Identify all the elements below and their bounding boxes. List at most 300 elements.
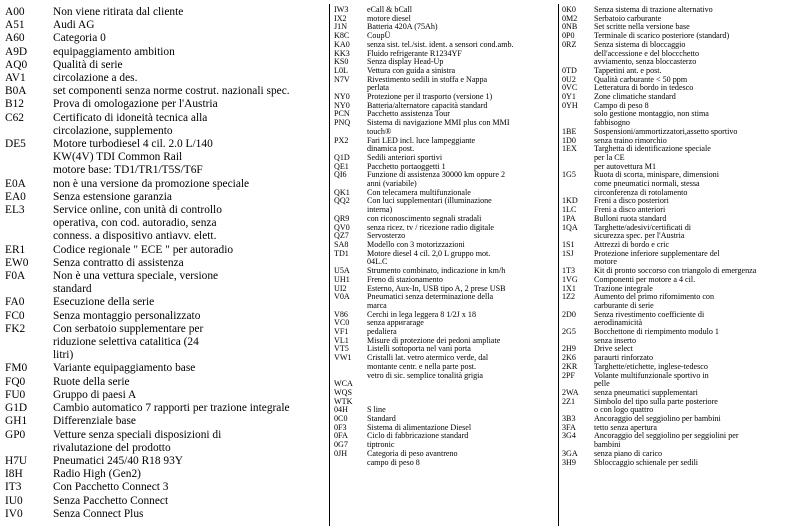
description-line: rivalutazione del prodotto xyxy=(53,441,171,454)
description-line: Simbolo del tipo sulla parte posteriore xyxy=(594,396,718,406)
equipment-description xyxy=(594,102,800,128)
description-line: Senza Pacchetto Connect xyxy=(53,494,169,507)
equipment-code: I8H xyxy=(5,468,23,481)
equipment-code: IT3 xyxy=(5,481,22,494)
description-line xyxy=(367,380,557,389)
equipment-code: VW1 xyxy=(334,353,352,363)
equipment-code: QE1 xyxy=(334,161,349,171)
equipment-description xyxy=(53,85,328,98)
equipment-row xyxy=(0,204,328,244)
equipment-row xyxy=(331,432,557,441)
equipment-row xyxy=(0,98,328,111)
equipment-code: 0F3 xyxy=(334,422,347,432)
equipment-description xyxy=(53,270,328,296)
equipment-row xyxy=(560,311,800,328)
equipment-code: A9D xyxy=(5,45,28,58)
column-1 xyxy=(0,0,328,530)
description-line: per autovettura M1 xyxy=(594,161,657,171)
equipment-code: IV0 xyxy=(5,507,23,520)
description-line: Vettura con guida a sinistra xyxy=(367,65,456,75)
description-line: Attrezzi di bordo e cric xyxy=(594,239,670,249)
description-line: perlata xyxy=(367,83,390,93)
equipment-code: FM0 xyxy=(5,362,28,375)
equipment-description xyxy=(53,455,328,468)
equipment-code: VT5 xyxy=(334,344,349,354)
equipment-code: 0NB xyxy=(562,22,578,32)
equipment-row xyxy=(331,137,557,154)
description-line: Audi AG xyxy=(53,19,95,32)
description-line: circonferenza di rotolamento xyxy=(594,187,688,197)
description-line: paraurti rinforzato xyxy=(594,353,654,363)
description-line: circolazione a des. xyxy=(53,72,138,85)
description-line: Freni a disco posteriori xyxy=(594,196,669,206)
description-line: dinamica post. xyxy=(367,144,415,154)
equipment-code: 1X1 xyxy=(562,283,576,293)
description-line: Batteria 420A (75Ah) xyxy=(367,22,438,32)
equipment-code: A51 xyxy=(5,19,25,32)
description-line: Categoria 0 xyxy=(53,32,106,45)
equipment-code: V86 xyxy=(334,309,348,319)
description-line xyxy=(367,398,557,407)
description-line: Campo di peso 8 xyxy=(594,100,649,110)
description-line: senza inserto xyxy=(594,335,637,345)
equipment-row xyxy=(331,406,557,415)
equipment-description xyxy=(367,389,557,398)
equipment-code: 1PA xyxy=(562,213,576,223)
description-line: sicurezza spec. per l'Austria xyxy=(594,231,685,241)
equipment-row xyxy=(0,389,328,402)
description-line: riduzione selettiva catalitica (24 xyxy=(53,336,199,349)
equipment-code: N7V xyxy=(334,74,350,84)
equipment-row xyxy=(0,323,328,363)
description-line: Pneumatici senza determinazione della xyxy=(367,292,494,302)
description-line: vetro di sic. semplice tonalità grigia xyxy=(367,370,483,380)
equipment-row xyxy=(0,191,328,204)
equipment-code: QV0 xyxy=(334,222,350,232)
equipment-description xyxy=(53,244,328,257)
equipment-code: EA0 xyxy=(5,190,26,203)
equipment-code: FC0 xyxy=(5,309,25,322)
equipment-row xyxy=(0,270,328,296)
equipment-description xyxy=(367,197,557,214)
equipment-code: 04H xyxy=(334,405,348,415)
description-line: Differenziale base xyxy=(53,415,136,428)
description-line: Ancoraggio del seggiolino per bambini xyxy=(594,414,721,424)
equipment-row xyxy=(560,398,800,415)
description-line: Motore diesel 4 cil. 2,0 L gruppo mot. xyxy=(367,248,491,258)
equipment-description xyxy=(594,311,800,328)
description-line xyxy=(367,389,557,398)
description-line: Bocchettone di riempimento modulo 1 xyxy=(594,327,719,337)
equipment-row xyxy=(331,319,557,328)
equipment-code: A00 xyxy=(5,6,25,18)
description-line: Batteria/alternatore capacità standard xyxy=(367,100,488,110)
equipment-description xyxy=(594,398,800,415)
description-line: Targhette/etichette, inglese-tedesco xyxy=(594,361,708,371)
equipment-code: PX2 xyxy=(334,135,349,145)
description-line: senza sist. tel./sist. ident. a sensori cond.amb. xyxy=(367,39,514,49)
equipment-code: 1T3 xyxy=(562,266,576,276)
equipment-description xyxy=(53,6,328,19)
description-line: senza piano di carico xyxy=(594,448,663,458)
description-line: aerodinamicità xyxy=(594,318,643,328)
description-line: senza apригarage xyxy=(367,318,424,328)
equipment-row xyxy=(331,293,557,310)
equipment-code: IU0 xyxy=(5,494,23,507)
description-line: Senza Connect Plus xyxy=(53,507,144,520)
description-line: Ancoraggio del seggiolino per seggiolini per xyxy=(594,431,739,441)
description-line: o con logo quattro xyxy=(594,405,654,415)
equipment-code: 0Y1 xyxy=(562,92,576,102)
equipment-code: F0A xyxy=(5,270,26,283)
description-line: Motore turbodiesel 4 cil. 2.0 L/140 xyxy=(53,138,213,151)
equipment-description xyxy=(367,137,557,154)
equipment-code: 1D0 xyxy=(562,135,576,145)
equipment-description xyxy=(53,508,328,521)
equipment-code: G1D xyxy=(5,402,28,415)
description-line: Volante multifunzionale sportivo in xyxy=(594,370,709,380)
description-line: Modello con 3 motorizzazioni xyxy=(367,239,465,249)
description-line: Protezione inferiore supplementare del xyxy=(594,248,720,258)
equipment-code: L0L xyxy=(334,65,348,75)
description-line: Senza montaggio personalizzato xyxy=(53,309,201,322)
description-line: Funzione di assistenza 30000 km oppure 2 xyxy=(367,170,506,180)
description-line: Letteratura di bordo in tedesco xyxy=(594,83,694,93)
equipment-row xyxy=(0,468,328,481)
equipment-description xyxy=(53,178,328,191)
equipment-code: 2G5 xyxy=(562,327,576,337)
equipment-code: QK1 xyxy=(334,187,350,197)
equipment-code: 2K6 xyxy=(562,353,576,363)
column-divider xyxy=(558,4,559,526)
description-line: Senza display Head-Up xyxy=(367,57,444,67)
equipment-row xyxy=(331,354,557,380)
description-line: Cristalli lat. vetro atermico verde, dal xyxy=(367,353,489,363)
description-line: Rivestimento sedili in stoffa e Nappa xyxy=(367,74,488,84)
equipment-description xyxy=(367,250,557,267)
equipment-description xyxy=(594,328,800,345)
equipment-row xyxy=(0,112,328,138)
equipment-row xyxy=(0,481,328,494)
equipment-code: KA0 xyxy=(334,39,350,49)
equipment-code: AV1 xyxy=(5,72,26,85)
equipment-code: Q1D xyxy=(334,152,350,162)
equipment-description xyxy=(53,468,328,481)
description-line: tetto senza apertura xyxy=(594,422,657,432)
description-line: standard xyxy=(53,283,92,296)
equipment-row xyxy=(331,76,557,93)
equipment-row xyxy=(0,402,328,415)
equipment-row xyxy=(0,138,328,178)
description-line: carburante di serie xyxy=(594,300,654,310)
equipment-row xyxy=(331,267,557,276)
description-line: Sospensioni/ammortizzatori,assetto sportivo xyxy=(594,126,738,136)
equipment-code: WTK xyxy=(334,396,353,406)
equipment-row xyxy=(560,145,800,171)
equipment-code: 0P0 xyxy=(562,31,575,41)
description-line: fabbisogno xyxy=(594,118,630,128)
equipment-description xyxy=(53,495,328,508)
equipment-row xyxy=(0,85,328,98)
equipment-row xyxy=(0,362,328,375)
equipment-row xyxy=(331,398,557,407)
equipment-row xyxy=(331,171,557,188)
equipment-description xyxy=(53,429,328,455)
equipment-description xyxy=(53,138,328,178)
description-line: Variante equipaggiamento base xyxy=(53,362,196,375)
description-line: Cambio automatico 7 rapporti per trazione integrale xyxy=(53,402,290,415)
description-line: Sistema di alimentazione Diesel xyxy=(367,422,472,432)
equipment-description xyxy=(594,224,800,241)
description-line: Trazione integrale xyxy=(594,283,653,293)
equipment-code: EL3 xyxy=(5,204,25,217)
equipment-description xyxy=(367,354,557,380)
description-line: avviamento, senza bloccasterzo xyxy=(594,57,697,67)
description-line: Vetture senza speciali disposizioni di xyxy=(53,428,222,441)
equipment-code: DE5 xyxy=(5,138,26,151)
equipment-code: 1LC xyxy=(562,205,577,215)
description-line: senza pneumatici supplementari xyxy=(594,387,698,397)
equipment-code: 1KD xyxy=(562,196,578,206)
equipment-description xyxy=(53,362,328,375)
description-line: Senza rivestimento coefficiente di xyxy=(594,309,705,319)
equipment-code: C62 xyxy=(5,111,24,124)
equipment-code: TD1 xyxy=(334,248,349,258)
equipment-description xyxy=(367,119,557,136)
description-line: pedaliera xyxy=(367,327,397,337)
equipment-description xyxy=(594,293,800,310)
description-line: Misure di protezione dei pedoni ampliate xyxy=(367,335,501,345)
description-line: Qualità di serie xyxy=(53,58,123,71)
equipment-row xyxy=(331,450,557,467)
description-line: montante centr. e nella parte post. xyxy=(367,361,477,371)
equipment-row xyxy=(331,50,557,59)
equipment-code: UH1 xyxy=(334,274,350,284)
equipment-description xyxy=(594,41,800,67)
equipment-code: 1VG xyxy=(562,274,578,284)
equipment-description xyxy=(594,372,800,389)
equipment-description xyxy=(594,459,800,468)
description-line: conness. a dispositivo antiavv. elett. xyxy=(53,230,217,243)
equipment-code: VL1 xyxy=(334,335,349,345)
description-line: Con serbatoio supplementare per xyxy=(53,322,204,335)
equipment-code: FU0 xyxy=(5,388,26,401)
equipment-code: U5A xyxy=(334,266,350,276)
equipment-code: 3H9 xyxy=(562,457,576,467)
equipment-row xyxy=(0,455,328,468)
equipment-code: 1SJ xyxy=(562,248,574,258)
description-line: Con telecamera multifunzionale xyxy=(367,187,471,197)
equipment-code: 1BE xyxy=(562,126,577,136)
description-line: Tappetini ant. e post. xyxy=(594,65,662,75)
equipment-code: PCN xyxy=(334,109,350,119)
equipment-description xyxy=(53,389,328,402)
description-line: Sedili anteriori sportivi xyxy=(367,152,443,162)
description-line: Ruota di scorta, minispare, dimensioni xyxy=(594,170,719,180)
equipment-description xyxy=(53,32,328,45)
equipment-code: VF1 xyxy=(334,327,349,337)
description-line: Ciclo di fabbricazione standard xyxy=(367,431,469,441)
equipment-code: GH1 xyxy=(5,415,28,428)
description-line: Con Pacchetto Connect 3 xyxy=(53,481,169,494)
description-line: Non è una vettura speciale, versione xyxy=(53,270,219,283)
description-line: Targhetta di identificazione speciale xyxy=(594,144,711,154)
equipment-code: 2H9 xyxy=(562,344,576,354)
equipment-code: 0VC xyxy=(562,83,578,93)
equipment-description xyxy=(367,23,557,32)
equipment-code: KK3 xyxy=(334,48,350,58)
description-line: equipaggiamento ambition xyxy=(53,45,175,58)
description-line: Fluido refrigerante R1234YF xyxy=(367,48,462,58)
equipment-description xyxy=(594,171,800,197)
description-line: marca xyxy=(367,300,387,310)
equipment-code: 1EX xyxy=(562,144,577,154)
equipment-code: NY0 xyxy=(334,92,350,102)
column-divider xyxy=(329,4,330,526)
description-line: Esecuzione della serie xyxy=(53,296,155,309)
description-line: bambini xyxy=(594,440,621,450)
description-line: eCall & bCall xyxy=(367,5,412,14)
description-line: Protezione per il trasporto (versione 1) xyxy=(367,92,493,102)
equipment-description xyxy=(367,450,557,467)
description-line: set componenti senza norme costrut. nazionali spec. xyxy=(53,85,290,98)
description-line: Prova di omologazione per l'Austria xyxy=(53,98,218,111)
equipment-code: E0A xyxy=(5,177,26,190)
equipment-description xyxy=(53,59,328,72)
equipment-code: IW3 xyxy=(334,5,349,14)
equipment-description xyxy=(53,72,328,85)
description-line: Con luci supplementari (illuminazione xyxy=(367,196,492,206)
equipment-code: IX2 xyxy=(334,13,347,23)
equipment-code: 3B3 xyxy=(562,414,576,424)
description-line: solo gestione montaggio, non stima xyxy=(594,109,709,119)
equipment-code: UI2 xyxy=(334,283,347,293)
equipment-code: 2WA xyxy=(562,387,579,397)
equipment-row xyxy=(0,178,328,191)
description-line: Senza sistema di bloccaggio xyxy=(594,39,686,49)
equipment-row xyxy=(0,32,328,45)
description-line: Non viene ritirata dal cliente xyxy=(53,6,184,18)
equipment-row xyxy=(0,19,328,32)
equipment-row xyxy=(560,328,800,345)
description-line: Servosterzo xyxy=(367,231,406,241)
equipment-code: 0RZ xyxy=(562,39,577,49)
description-line: non è una versione da promozione speciale xyxy=(53,177,250,190)
equipment-code: 0YH xyxy=(562,100,578,110)
equipment-row xyxy=(0,59,328,72)
equipment-description xyxy=(594,432,800,449)
description-line: Certificato di idoneità tecnica alla xyxy=(53,111,208,124)
equipment-description xyxy=(53,402,328,415)
description-line: Fari LED incl. luce lampeggiante xyxy=(367,135,476,145)
equipment-row xyxy=(331,389,557,398)
equipment-code: 2PF xyxy=(562,370,576,380)
description-line: CoupÜ xyxy=(367,31,391,41)
equipment-description xyxy=(53,112,328,138)
description-line: Targhette/adesivi/certificati di xyxy=(594,222,692,232)
equipment-code: B0A xyxy=(5,85,27,98)
equipment-code: SA8 xyxy=(334,239,349,249)
equipment-code: 1Z2 xyxy=(562,292,576,302)
description-line: Ruote della serie xyxy=(53,375,130,388)
equipment-row xyxy=(0,46,328,59)
description-line: Senza contratto di assistenza xyxy=(53,256,184,269)
description-line: Aumento del primo rifornimento con xyxy=(594,292,715,302)
equipment-code: J1N xyxy=(334,22,348,32)
equipment-row xyxy=(560,224,800,241)
description-line: Strumento combinato, indicazione in km/h xyxy=(367,266,506,276)
equipment-code: 0G7 xyxy=(334,440,348,450)
description-line: pelle xyxy=(594,379,610,389)
equipment-row xyxy=(560,250,800,267)
description-line: operativa, con cod. autoradio, senza xyxy=(53,217,217,230)
equipment-row xyxy=(331,23,557,32)
equipment-code: 0JH xyxy=(334,448,348,458)
equipment-row xyxy=(331,197,557,214)
equipment-description xyxy=(53,376,328,389)
equipment-row xyxy=(560,459,800,468)
equipment-description xyxy=(53,415,328,428)
equipment-description xyxy=(594,250,800,267)
description-line: Serbatoio carburante xyxy=(594,13,662,23)
equipment-row xyxy=(331,311,557,320)
equipment-code: FQ0 xyxy=(5,375,26,388)
equipment-code: 1S1 xyxy=(562,239,575,249)
equipment-description xyxy=(53,46,328,59)
description-line: Kit di pronto soccorso con triangolo di emergenza xyxy=(594,266,757,276)
description-line: Listelli sottoporta nel vani porta xyxy=(367,344,471,354)
description-line: Pacchetto assistenza Tour xyxy=(367,109,450,119)
description-line: per la CE xyxy=(594,152,625,162)
equipment-code: AQ0 xyxy=(5,58,28,71)
description-line: con riconoscimento segnali stradali xyxy=(367,213,482,223)
description-line: Categoria di peso avantreno xyxy=(367,448,458,458)
description-line: 04L.C xyxy=(367,257,388,267)
equipment-code: 0FA xyxy=(334,431,348,441)
equipment-code: 0TD xyxy=(562,65,577,75)
equipment-code: 0M2 xyxy=(562,13,578,23)
description-line: come pneumatici normali, stessa xyxy=(594,179,700,189)
description-line: Cerchi in lega leggera 8 1/2J x 18 xyxy=(367,309,477,319)
equipment-description xyxy=(594,145,800,171)
description-line: Senza sistema di trazione alternativo xyxy=(594,5,713,14)
equipment-description xyxy=(53,19,328,32)
equipment-code: GP0 xyxy=(5,428,26,441)
description-line: Componenti per motore a 4 cil. xyxy=(594,274,696,284)
description-line: circolazione, supplemento xyxy=(53,124,173,137)
equipment-description xyxy=(367,398,557,407)
equipment-row xyxy=(0,72,328,85)
description-line: tiptronic xyxy=(367,440,395,450)
equipment-code: FA0 xyxy=(5,296,25,309)
description-line: Standard xyxy=(367,414,396,424)
equipment-code: NY0 xyxy=(334,100,350,110)
equipment-description xyxy=(53,481,328,494)
description-line: interna) xyxy=(367,205,393,215)
description-line: Freno di stazionamento xyxy=(367,274,443,284)
equipment-description xyxy=(367,380,557,389)
equipment-code: FK2 xyxy=(5,322,26,335)
equipment-code: WQS xyxy=(334,387,352,397)
equipment-description xyxy=(53,323,328,363)
description-line: Pacchetto portaoggetti 1 xyxy=(367,161,446,171)
equipment-row xyxy=(560,171,800,197)
description-line: Drive select xyxy=(594,344,633,354)
equipment-row xyxy=(0,296,328,309)
description-line: Pneumatici 245/40 R18 93Y xyxy=(53,454,184,467)
equipment-code: VC0 xyxy=(334,318,350,328)
equipment-code: WCA xyxy=(334,379,353,389)
